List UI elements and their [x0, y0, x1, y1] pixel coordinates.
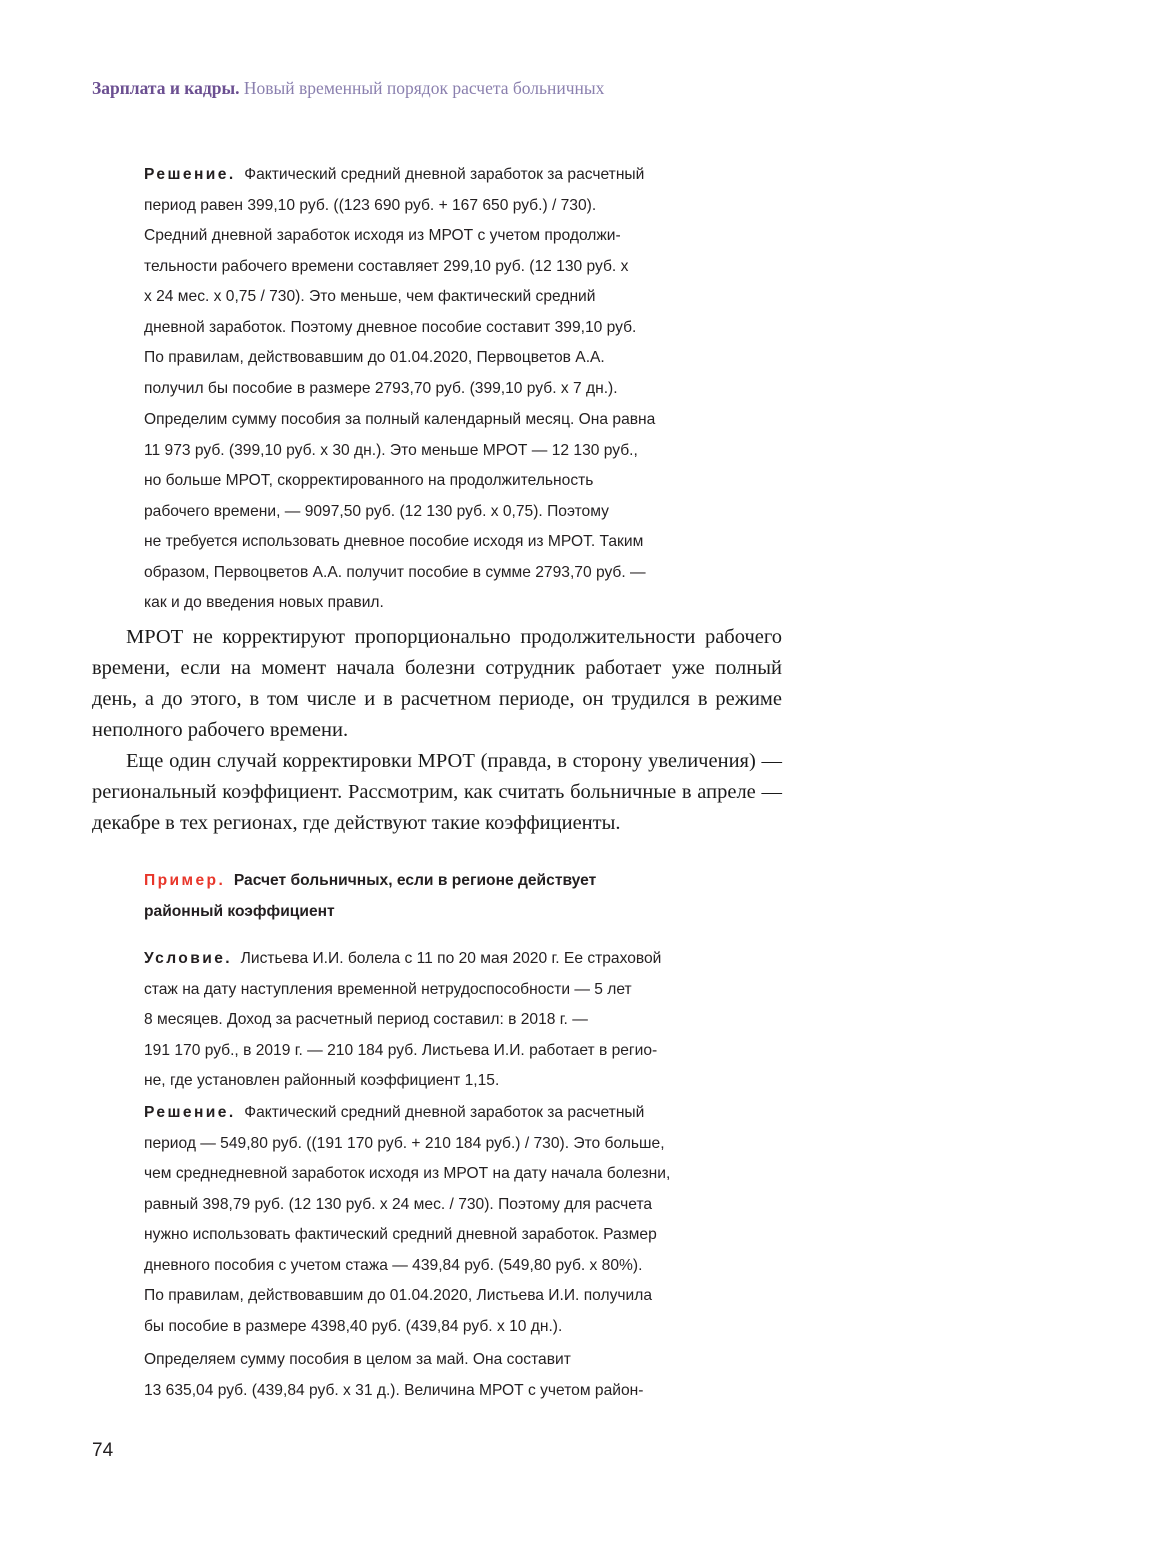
solution-1-text-1: Фактический средний дневной заработок за расчетный — [244, 166, 645, 183]
solution-1-label: Решение. — [144, 166, 236, 183]
solution-1-line-5: х 24 мес. х 0,75 / 730). Это меньше, чем фактический средний — [144, 288, 596, 305]
condition-line-5: не, где установлен районный коэффициент 1,15. — [144, 1072, 500, 1089]
solution-1-line-2: период равен 399,10 руб. ((123 690 руб. + 167 650 руб.) / 730). — [144, 196, 597, 214]
running-head-title: Новый временный порядок расчета больничных — [243, 78, 605, 98]
solution-1-line-1 — [144, 160, 784, 191]
condition-line-4: 191 170 руб., в 2019 г. — 210 184 руб. Листьева И.И. работает в регио- — [144, 1041, 658, 1059]
solution-2-text-1: Фактический средний дневной заработок за расчетный — [244, 1104, 645, 1121]
solution-1c-line-6: образом, Первоцветов А.А. получит пособие в сумме 2793,70 руб. — — [144, 563, 646, 581]
condition-text-1: Листьева И.И. болела с 11 по 20 мая 2020 г. Ее страховой — [240, 950, 662, 967]
solution-1c-line-7: как и до введения новых правил. — [144, 594, 384, 611]
example-heading-line-1 — [144, 866, 784, 897]
solution-1c-line-3: но больше МРОТ, скорректированного на продолжительность — [144, 472, 594, 489]
solution-2-line-6: дневного пособия с учетом стажа — 439,84 руб. (549,80 руб. х 80%). — [144, 1256, 643, 1274]
solution-2c-line-1: Определяем сумму пособия в целом за май. Она составит — [144, 1351, 571, 1368]
solution-2-line-4: равный 398,79 руб. (12 130 руб. х 24 мес. / 730). Поэтому для расчета — [144, 1195, 653, 1213]
solution-1c-line-4: рабочего времени, — 9097,50 руб. (12 130 руб. х 0,75). Поэтому — [144, 502, 609, 520]
solution-1-line-8: получил бы пособие в размере 2793,70 руб. (399,10 руб. х 7 дн.). — [144, 379, 618, 397]
condition-label: Условие. — [144, 950, 232, 967]
solution-1-line-4: тельности рабочего времени составляет 299,10 руб. (12 130 руб. х — [144, 257, 629, 275]
condition-block — [144, 944, 784, 1097]
solution-1-line-7: По правилам, действовавшим до 01.04.2020, Первоцветов А.А. — [144, 349, 605, 366]
body-paragraph-2: Еще один случай корректировки МРОТ (правда, в сторону увеличения) — региональный коэффициент. Рассмотрим, как считать больничные в апреле — декабре в тех регионах, где действуют такие коэффициенты. — [92, 750, 782, 834]
solution-block-1-continued — [144, 405, 784, 619]
solution-1c-line-5: не требуется использовать дневное пособие исходя из МРОТ. Таким — [144, 533, 644, 550]
solution-2-line-8: бы пособие в размере 4398,40 руб. (439,84 руб. х 10 дн.). — [144, 1317, 563, 1335]
solution-2-line-7: По правилам, действовавшим до 01.04.2020, Листьева И.И. получила — [144, 1287, 652, 1304]
solution-block-2 — [144, 1098, 784, 1342]
solution-1c-line-2: 11 973 руб. (399,10 руб. х 30 дн.). Это меньше МРОТ — 12 130 руб., — [144, 441, 638, 459]
example-heading — [144, 866, 784, 927]
solution-2-line-3: чем среднедневной заработок исходя из МРОТ на дату начала болезни, — [144, 1165, 671, 1182]
solution-1-line-6: дневной заработок. Поэтому дневное пособие составит 399,10 руб. — [144, 318, 637, 336]
solution-2-line-2: период — 549,80 руб. ((191 170 руб. + 210 184 руб.) / 730). Это больше, — [144, 1134, 665, 1152]
solution-2-line-5: нужно использовать фактический средний дневной заработок. Размер — [144, 1226, 657, 1243]
solution-1c-line-1: Определим сумму пособия за полный календарный месяц. Она равна — [144, 411, 656, 428]
solution-2-line-1 — [144, 1098, 784, 1129]
page-number: 74 — [92, 1440, 114, 1461]
example-label: Пример. — [144, 872, 226, 889]
running-head — [92, 78, 1072, 99]
solution-1-line-3: Средний дневной заработок исходя из МРОТ с учетом продолжи- — [144, 227, 621, 244]
condition-line-3: 8 месяцев. Доход за расчетный период составил: в 2018 г. — — [144, 1011, 588, 1028]
solution-2c-line-2: 13 635,04 руб. (439,84 руб. х 31 д.). Величина МРОТ с учетом район- — [144, 1381, 644, 1399]
condition-line-2: стаж на дату наступления временной нетрудоспособности — 5 лет — [144, 980, 632, 998]
example-title-2: районный коэффициент — [144, 902, 335, 920]
solution-2-label: Решение. — [144, 1104, 236, 1121]
running-head-section: Зарплата и кадры. — [92, 78, 240, 98]
solution-block-2-continued — [144, 1345, 784, 1406]
body-paragraph-1: МРОТ не корректируют пропорционально продолжительности рабочего времени, если на момент начала болезни сотрудник работает уже полный день, а до этого, в том числе и в расчетном периоде, он трудился в режиме неполного рабочего времени. — [92, 626, 782, 741]
condition-line-1 — [144, 944, 784, 975]
body-paragraphs — [92, 622, 782, 839]
solution-block-1 — [144, 160, 784, 404]
example-title-1: Расчет больничных, если в регионе действует — [233, 872, 597, 889]
